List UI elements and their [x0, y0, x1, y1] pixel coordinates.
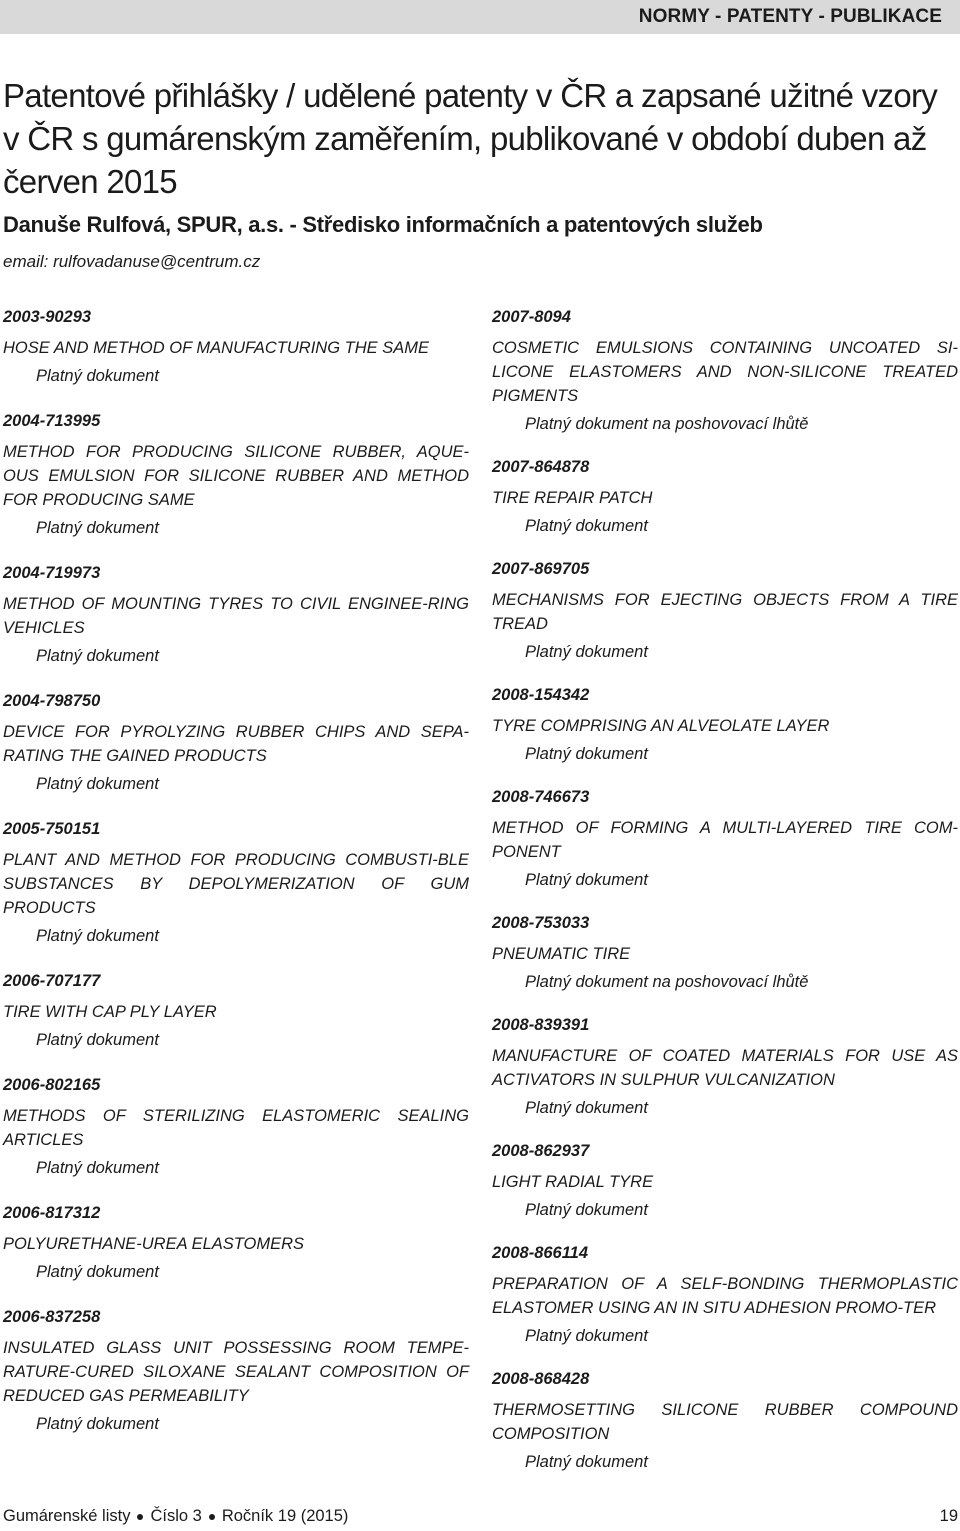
patent-entry: [3, 1074, 469, 1180]
patent-entry: [3, 970, 469, 1052]
patent-entry: [3, 410, 469, 540]
patent-title: METHOD OF FORMING A MULTI-LAYERED TIRE COM-PONENT: [492, 819, 958, 861]
patent-status: Platný dokument: [525, 1453, 648, 1471]
patent-title: METHODS OF STERILIZING ELASTOMERIC SEALING ARTICLES: [3, 1107, 469, 1149]
patent-status: Platný dokument: [525, 517, 648, 535]
patent-status: Platný dokument: [525, 643, 648, 661]
patent-title: TIRE WITH CAP PLY LAYER: [3, 1003, 217, 1021]
author-email: email: rulfovadanuse@centrum.cz: [3, 252, 261, 271]
footer-journal-info: [3, 1507, 348, 1526]
patent-number: 2007-8094: [492, 308, 571, 326]
section-label: NORMY - PATENTY - PUBLIKACE: [638, 6, 942, 27]
patent-number: 2007-864878: [492, 458, 590, 476]
patent-number: 2008-866114: [492, 1244, 589, 1262]
patent-entry: [3, 1306, 469, 1436]
patent-entry: [3, 306, 469, 388]
patent-number: 2008-154342: [492, 686, 590, 704]
patent-title: HOSE AND METHOD OF MANUFACTURING THE SAME: [3, 339, 429, 357]
patent-entry: [3, 1202, 469, 1284]
patent-number: 2007-869705: [492, 560, 590, 578]
patent-title: PNEUMATIC TIRE: [492, 945, 631, 963]
patent-title: MANUFACTURE OF COATED MATERIALS FOR USE AS ACTIVATORS IN SULPHUR VULCANIZATION: [492, 1047, 958, 1089]
patent-title: TYRE COMPRISING AN ALVEOLATE LAYER: [492, 717, 830, 735]
right-column-entries: [492, 306, 958, 1494]
patent-title: TIRE REPAIR PATCH: [492, 489, 653, 507]
patent-number: 2006-802165: [3, 1076, 101, 1094]
article-author: Danuše Rulfová, SPUR, a.s. - Středisko informačních a patentových služeb: [3, 212, 763, 237]
article-title: Patentové přihlášky / udělené patenty v ČR a zapsané užitné vzory v ČR s gumárenským zaměřením, publikované v období duben až červen 2015: [3, 77, 938, 200]
patent-entry: [492, 1140, 958, 1222]
left-column-entries: [3, 306, 469, 1458]
patent-entry: [492, 1368, 958, 1474]
patent-title: PREPARATION OF A SELF-BONDING THERMOPLASTIC ELASTOMER USING AN IN SITU ADHESION PROMO-TER: [492, 1275, 958, 1317]
patent-number: 2004-719973: [3, 564, 101, 582]
patent-status: Platný dokument: [36, 1415, 159, 1433]
issue-number: Číslo 3: [150, 1507, 202, 1525]
patent-title: METHOD FOR PRODUCING SILICONE RUBBER, AQUE-OUS EMULSION FOR SILICONE RUBBER AND METHOD FOR PRODUCING SAME: [3, 443, 469, 509]
patent-status: Platný dokument: [36, 775, 159, 793]
patent-number: 2005-750151: [3, 820, 101, 838]
patent-title: LIGHT RADIAL TYRE: [492, 1173, 654, 1191]
patent-number: 2008-753033: [492, 914, 590, 932]
patent-entry: [3, 818, 469, 948]
patent-entry: [492, 306, 958, 436]
patent-title: THERMOSETTING SILICONE RUBBER COMPOUND COMPOSITION: [492, 1401, 958, 1443]
volume-info: Ročník 19 (2015): [221, 1507, 349, 1525]
patent-status: Platný dokument na poshovovací lhůtě: [525, 415, 809, 433]
patent-title: PLANT AND METHOD FOR PRODUCING COMBUSTI-BLE SUBSTANCES BY DEPOLYMERIZATION OF GUM PRODUCTS: [3, 851, 469, 917]
patent-entry: [492, 456, 958, 538]
patent-status: Platný dokument: [36, 367, 159, 385]
patent-status: Platný dokument: [525, 871, 648, 889]
patent-entry: [492, 912, 958, 994]
patent-status: Platný dokument: [36, 927, 159, 945]
patent-number: 2008-746673: [492, 788, 590, 806]
patent-status: Platný dokument: [36, 519, 159, 537]
page-footer: [3, 1507, 958, 1529]
patent-number: 2004-713995: [3, 412, 101, 430]
patent-title: DEVICE FOR PYROLYZING RUBBER CHIPS AND SEPA-RATING THE GAINED PRODUCTS: [3, 723, 469, 765]
patent-number: 2006-707177: [3, 972, 101, 990]
patent-status: Platný dokument: [36, 1159, 159, 1177]
patent-title: METHOD OF MOUNTING TYRES TO CIVIL ENGINEE-RING VEHICLES: [3, 595, 469, 637]
patent-number: 2006-817312: [3, 1204, 101, 1222]
patent-number: 2008-839391: [492, 1016, 590, 1034]
patent-status: Platný dokument: [525, 745, 648, 763]
separator-dot-icon: [137, 1514, 143, 1520]
page-number: 19: [939, 1507, 958, 1525]
patent-entry: [492, 684, 958, 766]
patent-entry: [492, 786, 958, 892]
patent-entry: [492, 1242, 958, 1348]
patent-status: Platný dokument na poshovovací lhůtě: [525, 973, 809, 991]
section-header-band: [0, 0, 960, 34]
patent-title: POLYURETHANE-UREA ELASTOMERS: [3, 1235, 305, 1253]
patent-status: Platný dokument: [36, 647, 159, 665]
patent-number: 2003-90293: [3, 308, 92, 326]
patent-entry: [3, 690, 469, 796]
patent-title: INSULATED GLASS UNIT POSSESSING ROOM TEMPE-RATURE-CURED SILOXANE SEALANT COMPOSITION OF REDUCED GAS PERMEABILITY: [3, 1339, 469, 1405]
patent-entry: [3, 562, 469, 668]
journal-name: Gumárenské listy: [3, 1507, 131, 1525]
patent-title: COSMETIC EMULSIONS CONTAINING UNCOATED SI-LICONE ELASTOMERS AND NON-SILICONE TREATED PIGMENTS: [492, 339, 958, 405]
patent-status: Platný dokument: [525, 1201, 648, 1219]
patent-status: Platný dokument: [36, 1031, 159, 1049]
patent-number: 2008-868428: [492, 1370, 590, 1388]
patent-entry: [492, 1014, 958, 1120]
patent-status: Platný dokument: [525, 1099, 648, 1117]
patent-status: Platný dokument: [36, 1263, 159, 1281]
patent-entry: [492, 558, 958, 664]
patent-title: MECHANISMS FOR EJECTING OBJECTS FROM A TIRE TREAD: [492, 591, 958, 633]
patent-number: 2004-798750: [3, 692, 101, 710]
separator-dot-icon: [209, 1514, 215, 1520]
patent-number: 2006-837258: [3, 1308, 101, 1326]
patent-number: 2008-862937: [492, 1142, 590, 1160]
patent-status: Platný dokument: [525, 1327, 648, 1345]
